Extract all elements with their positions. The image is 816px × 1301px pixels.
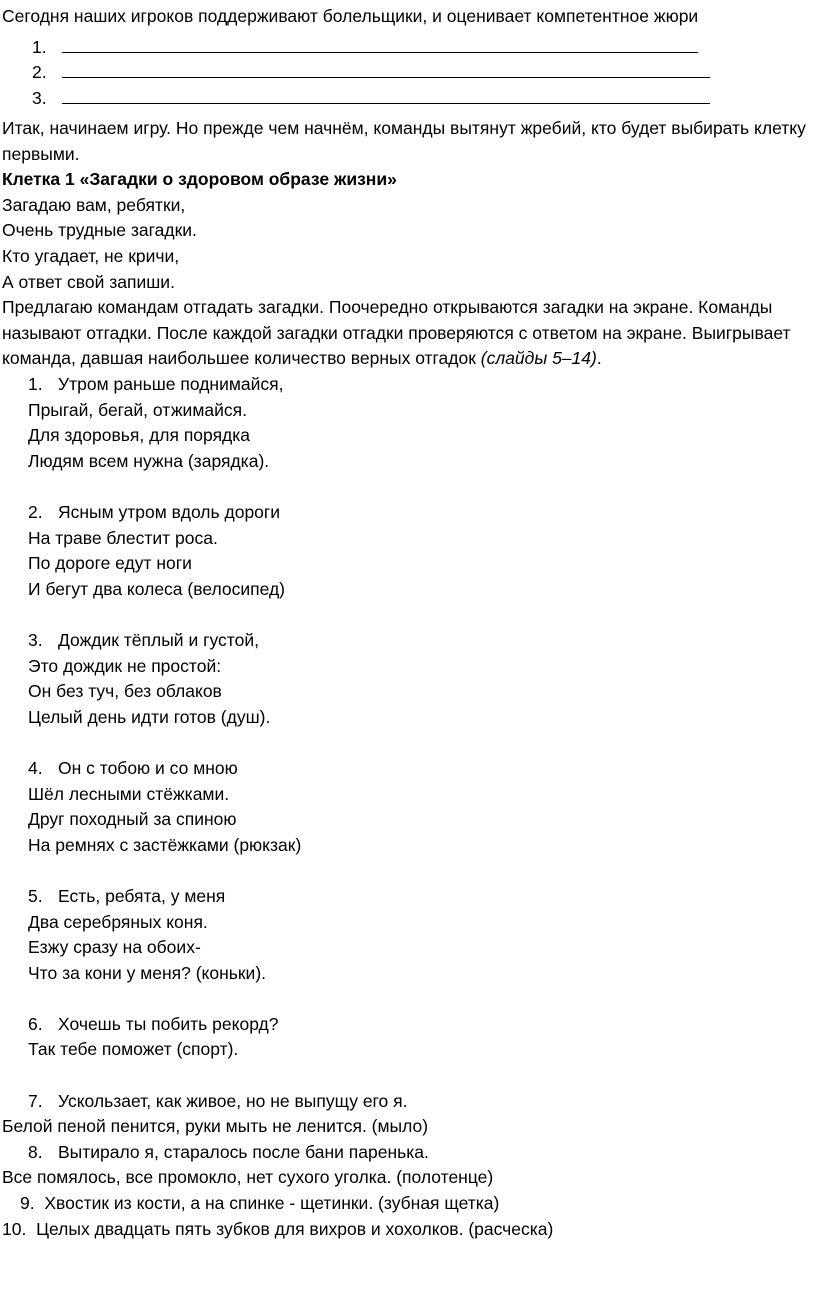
riddle-line: Он без туч, без облаков	[28, 681, 222, 702]
blank-gap	[0, 602, 816, 628]
riddle-number: 3.	[28, 629, 43, 650]
riddle-line: Друг походный за спиною	[28, 809, 237, 830]
riddle-item	[0, 372, 816, 474]
jury-list-item	[0, 59, 816, 85]
poem-line: Загадаю вам, ребятки,	[2, 194, 186, 215]
jury-list-item	[0, 34, 816, 60]
list-number: 2.	[32, 62, 47, 83]
riddle-list	[0, 372, 816, 1089]
blank-gap	[0, 858, 816, 884]
intro-text: Сегодня наших игроков поддерживают болельщики, и оценивает компетентное жюри	[2, 6, 699, 26]
section-title: Клетка 1 «Загадки о здоровом образе жизни»	[2, 169, 397, 190]
riddle-item	[0, 756, 816, 858]
riddle-number: 5.	[28, 885, 43, 906]
riddle-line: Так тебе поможет (спорт).	[28, 1039, 239, 1060]
blank-line	[62, 34, 698, 53]
riddle-number: 4.	[28, 757, 43, 778]
rules-text: Предлагаю командам отгадать загадки. Поочередно открываются загадки на экране. Команды называют отгадки. После каждой загадки отгадки проверяются с ответом на экране. Выигрывает команда, давшая наибольшее количество верных отгадок	[2, 297, 791, 369]
riddle-line: Есть, ребята, у меня	[58, 885, 226, 906]
riddle-line: Вытирало я, старалось после бани паренька.	[58, 1141, 429, 1162]
riddle-line: На ремнях с застёжками (рюкзак)	[28, 834, 302, 855]
riddle-number: 2.	[28, 502, 43, 522]
blank-line	[62, 85, 710, 104]
riddle-line: И бегут два колеса (велосипед)	[28, 578, 286, 599]
riddle-line: По дороге едут ноги	[28, 553, 192, 574]
riddle-line: Утром раньше поднимайся,	[58, 374, 284, 395]
riddle-line: Дождик тёплый и густой,	[58, 629, 259, 650]
list-number: 3.	[32, 87, 47, 108]
rules-slides: (слайды 5–14)	[480, 348, 597, 369]
riddle-item	[0, 628, 816, 730]
jury-list-item	[0, 85, 816, 111]
riddle-number: 7.	[28, 1090, 43, 1111]
riddle-number: 1.	[28, 374, 43, 395]
blank-gap	[0, 1063, 816, 1089]
riddle-line: Прыгай, бегай, отжимайся.	[28, 399, 247, 420]
riddle-item	[0, 884, 816, 986]
riddle-line: Для здоровья, для порядка	[28, 425, 251, 446]
riddle-item	[0, 500, 816, 602]
riddle-number: 9.	[20, 1193, 35, 1214]
riddle-number: 6.	[28, 1013, 43, 1034]
jury-list	[0, 34, 816, 111]
riddle-line: Ясным утром вдоль дороги	[58, 502, 281, 522]
list-number: 1.	[32, 36, 47, 57]
riddle-item	[0, 1191, 816, 1217]
riddle-line: Все помялось, все промокло, нет сухого уголка. (полотенце)	[2, 1167, 494, 1188]
riddle-line: Хвостик из кости, а на спинке - щетинки. (зубная щетка)	[44, 1193, 500, 1214]
riddle-item	[0, 1089, 816, 1115]
riddle-line: Езжу сразу на обоих-	[28, 937, 201, 958]
riddle-line: Что за кони у меня? (коньки).	[28, 962, 267, 983]
blank-line	[62, 59, 710, 78]
blank-gap	[0, 986, 816, 1012]
rules-end: .	[596, 348, 602, 369]
riddle-line: Белой пеной пенится, руки мыть не ленится. (мыло)	[2, 1116, 429, 1137]
riddle-item	[0, 1140, 816, 1166]
riddle-item	[0, 1217, 816, 1243]
riddle-line: На траве блестит роса.	[28, 527, 218, 548]
riddle-line: Шёл лесными стёжками.	[28, 783, 230, 804]
blank-gap	[0, 730, 816, 756]
poem-line: Очень трудные загадки.	[2, 220, 197, 241]
riddle-line: Людям всем нужна (зарядка).	[28, 450, 270, 471]
poem-line: Кто угадает, не кричи,	[2, 246, 180, 267]
riddle-number: 8.	[28, 1141, 43, 1162]
riddle-item	[0, 1012, 816, 1063]
riddle-line: Это дождик не простой:	[28, 655, 222, 676]
poem-line: А ответ свой запиши.	[2, 271, 175, 292]
rules-paragraph	[0, 295, 816, 372]
riddle-line: Целый день идти готов (душ).	[28, 706, 271, 727]
riddle-line: Ускользает, как живое, но не выпущу его я.	[58, 1090, 408, 1111]
start-paragraph: Итак, начинаем игру. Но прежде чем начнём, команды вытянут жребий, кто будет выбирать клетку первыми.	[2, 118, 806, 164]
riddle-line: Два серебряных коня.	[28, 911, 208, 932]
blank-gap	[0, 474, 816, 500]
riddle-line: Хочешь ты побить рекорд?	[58, 1013, 279, 1034]
riddle-line: Целых двадцать пять зубков для вихров и хохолков. (расческа)	[36, 1218, 554, 1239]
riddle-number: 10.	[2, 1218, 27, 1239]
riddle-line: Он с тобою и со мною	[58, 757, 238, 778]
